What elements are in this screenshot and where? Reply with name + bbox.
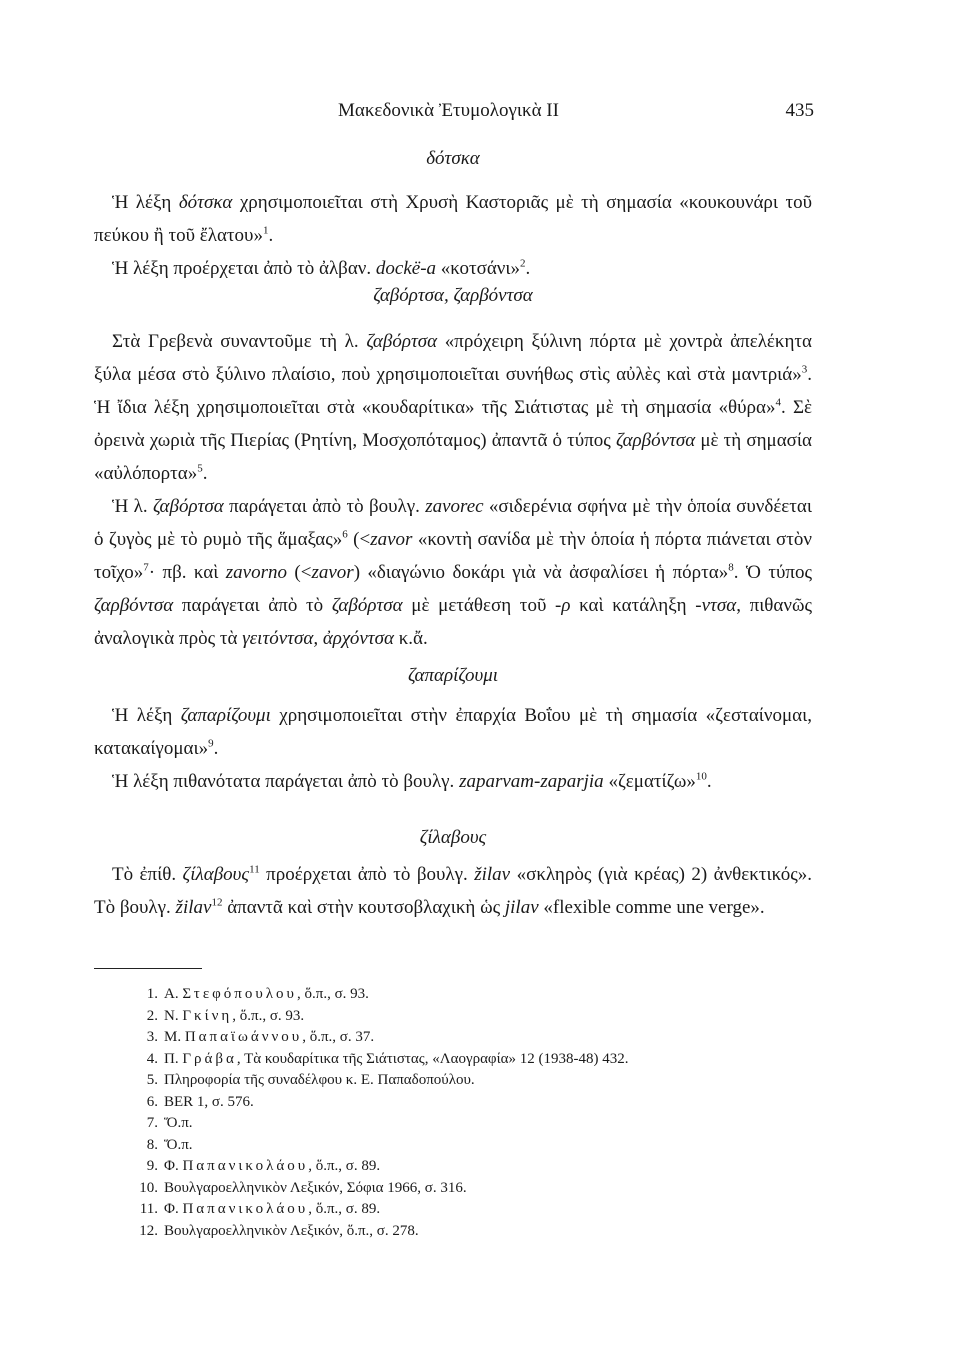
entry-heading: ζαπαρίζουμι	[407, 665, 499, 686]
entry-zaparizoumi	[94, 665, 812, 798]
footnotes	[128, 984, 628, 1242]
page-number: 435	[785, 100, 814, 121]
footnote: 9. Φ. Παπανικολάου, ὅ.π., σ. 89.	[146, 1158, 381, 1174]
entry-paragraph: Ἡ λέξη πιθανότατα παράγεται ἀπὸ τὸ βουλγ. zaparvam-zaparjia «ζεματίζω»$^{10}$.	[112, 770, 712, 792]
footnote-rule	[94, 968, 202, 969]
entry-paragraph: Ἡ λέξη ζαπαρίζουμι χρησιμοποιεῖται στὴν ἐπαρχία Βοΐου μὲ τὴ σημασία «ζεσταίνομαι, κατακαίγομαι»$^9$.	[94, 705, 812, 759]
entry-heading: ζαβόρτσα, ζαρβόντσα	[373, 285, 533, 306]
entry-paragraph: Ἡ λ. ζαβόρτσα παράγεται ἀπὸ τὸ βουλγ. zavorec «σιδερένια σφήνα μὲ τὴν ὁποία συνδέεται ὁ ζυγὸς μὲ τὸ ρυμὸ τῆς ἅμαξας»$^6$ (<zavor «κοντὴ σανίδα μὲ τὴν ὁποία ἡ πόρτα πιάνεται στὸν τοῖχο»$^7$· πβ. καὶ zavorno (<zavor) «διαγώνιο δοκάρι γιὰ νὰ ἀσφαλίσει ἡ πόρτα»$^8$. Ὁ τύπος ζαρβόντσα παράγεται ἀπὸ τὸ ζαβόρτσα μὲ μετάθεση τοῦ -ρ καὶ κατάληξη -ντσα, πιθανῶς ἀναλογικὰ πρὸς τὰ γειτόντσα, ἀρχόντσα κ.ἄ.	[94, 496, 812, 649]
entry-zavortsa	[94, 285, 812, 655]
footnote: 12. Βουλγαροελληνικὸν Λεξικόν, ὅ.π., σ. 278.	[139, 1222, 419, 1239]
footnote: 1. Α. Στεφόπουλου, ὅ.π., σ. 93.	[146, 986, 369, 1002]
entry-heading: δότσκα	[426, 148, 480, 169]
entry-paragraph: Τὸ ἐπίθ. ζίλαβους$^{11}$ προέρχεται ἀπὸ τὸ βουλγ. žilav «σκληρὸς (γιὰ κρέας) 2) ἀνθεκτικός». Τὸ βουλγ. žilav$^{12}$ ἀπαντᾶ καὶ στὴν κουτσοβλαχικὴ ὡς jilav «flexible comme une verge».	[94, 863, 813, 918]
entry-heading: ζίλαβους	[419, 827, 487, 848]
footnote: 2. Ν. Γκίνη, ὅ.π., σ. 93.	[146, 1007, 305, 1024]
footnote: 6. BER 1, σ. 576.	[146, 1093, 254, 1110]
entry-paragraph: Ἡ λέξη δότσκα χρησιμοποιεῖται στὴ Χρυσὴ Καστοριᾶς μὲ τὴ σημασία «κουκουνάρι τοῦ πεύκου ἢ τοῦ ἔλατου»$^1$.	[94, 192, 812, 246]
running-title: Μακεδονικὰ Ἐτυμολογικὰ II	[338, 100, 559, 121]
footnote: 3. Μ. Παπαϊωάννου, ὅ.π., σ. 37.	[146, 1029, 375, 1045]
footnote: 8. Ὅ.π.	[146, 1136, 193, 1153]
footnote: 4. Π. Γράβα, Τὰ κουδαρίτικα τῆς Σιάτιστας, «Λαογραφία» 12 (1938-48) 432.	[146, 1050, 629, 1067]
entry-paragraph: Στὰ Γρεβενὰ συναντοῦμε τὴ λ. ζαβόρτσα «πρόχειρη ξύλινη πόρτα μὲ χοντρὰ ἀπελέκητα ξύλα μέσα στὸ ξύλινο πλαίσιο, ποὺ χρησιμοποιεῖται συνήθως στὶς αὐλὲς καὶ στὰ μαντριά»$^3$. Ἡ ἴδια λέξη χρησιμοποιεῖται στὰ «κουδαρίτικα» τῆς Σιάτιστας μὲ τὴ σημασία «θύρα»$^4$. Σὲ ὀρεινὰ χωριὰ τῆς Πιερίας (Ρητίνη, Μοσχοπόταμος) ἀπαντᾶ ὁ τύπος ζαρβόντσα μὲ τὴ σημασία «αὐλόπορτα»$^5$.	[94, 331, 812, 484]
footnote: 10. Βουλγαροελληνικὸν Λεξικόν, Σόφια 1966, σ. 316.	[139, 1179, 467, 1196]
footnote: 11. Φ. Παπανικολάου, ὅ.π., σ. 89.	[139, 1201, 381, 1217]
entry-paragraph: Ἡ λέξη προέρχεται ἀπὸ τὸ ἀλβαν. dockë-a «κοτσάνι»$^2$.	[112, 257, 531, 279]
entry-zilavous	[94, 827, 812, 924]
footnote: 5. Πληροφορία τῆς συναδέλφου κ. Ε. Παπαδοπούλου.	[146, 1072, 475, 1088]
entry-dotska	[94, 148, 812, 285]
footnote: 7. Ὅ.π.	[146, 1115, 193, 1131]
